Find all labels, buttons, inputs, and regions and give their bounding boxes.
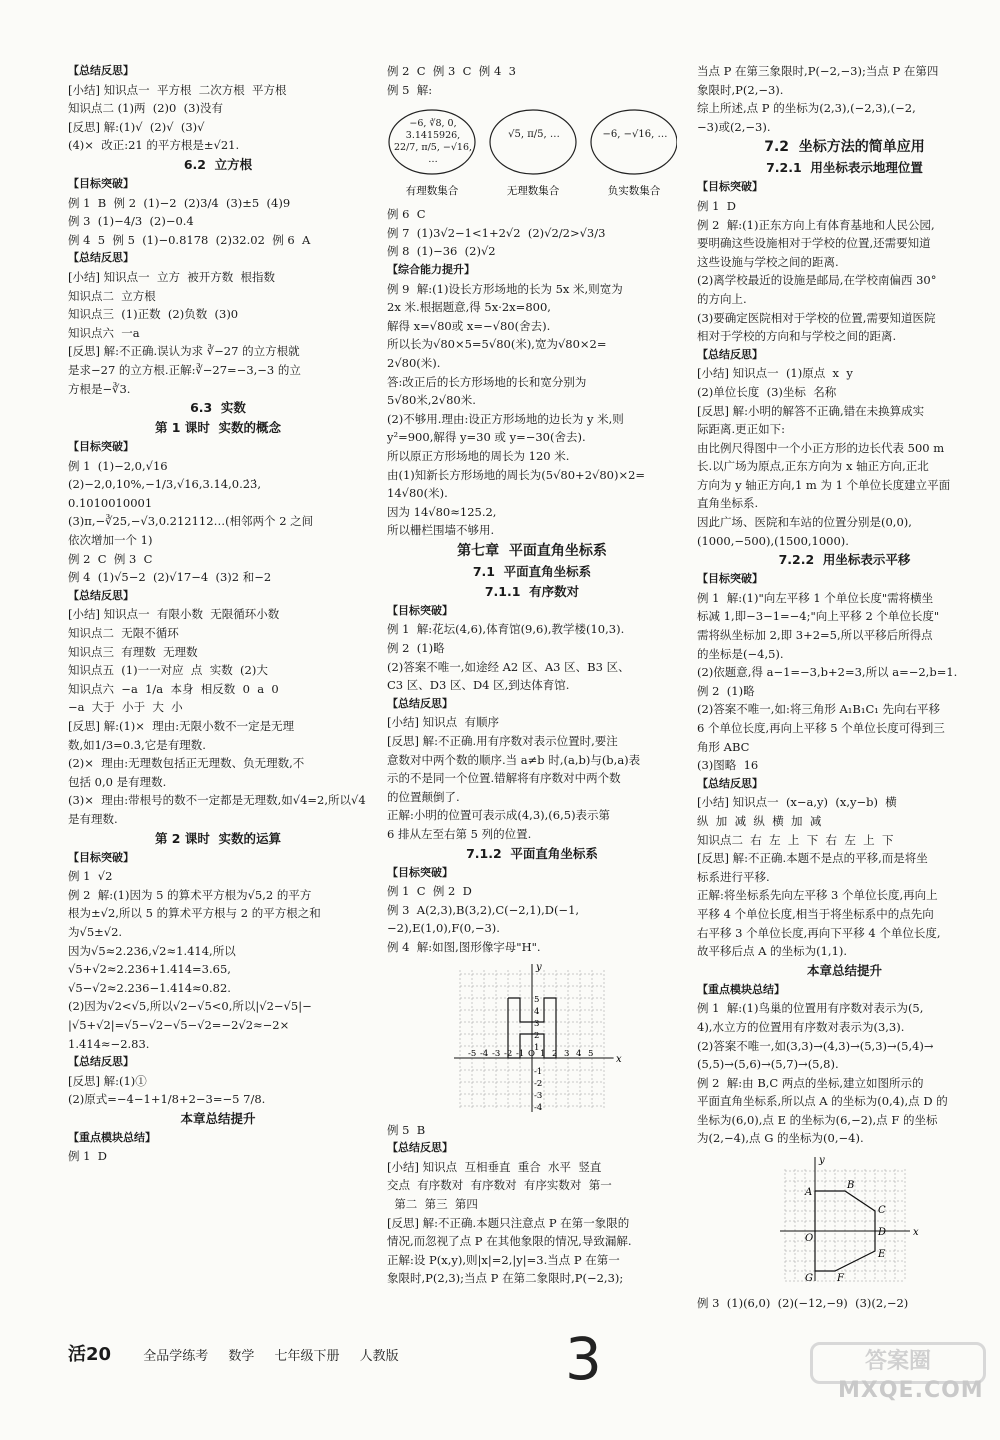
section-heading: 7.2.2 用坐标表示平移 xyxy=(778,552,911,568)
col3-line: 例 1 解:(1)"向左平移 1 个单位长度"需将横坐 xyxy=(697,590,934,605)
point-label-D: D xyxy=(878,1227,887,1239)
col2-top-block xyxy=(387,62,677,99)
point-label-O: O xyxy=(805,1233,814,1245)
col2-line: 意数对中两个数的顺序.当 a≠b 时,(a,b)与(b,a)表 xyxy=(387,752,641,767)
footer-subject: 数学 xyxy=(228,1349,255,1364)
y-tick-label: 4 xyxy=(534,1006,540,1017)
section-tag: 【总结反思】 xyxy=(68,1055,134,1069)
col3-line: (2)单位长度 (3)坐标 名称 xyxy=(697,384,837,399)
column-middle xyxy=(387,62,677,1288)
col2-line: (2)不够用.理由:设正方形场地的边长为 y 米,则 xyxy=(387,411,624,426)
x-tick-label: -5 xyxy=(468,1048,477,1059)
col3-line: 由比例尺得图中一个小正方形的边长代表 500 m xyxy=(697,440,945,455)
col2-line: 例 5 解: xyxy=(387,82,433,97)
col1-line: (2)原式=−4−1+1/8+2−3=−5 7/8. xyxy=(68,1092,266,1107)
col1-line: 例 1 (1)−2,0,√16 xyxy=(68,458,168,473)
coordinate-grid-h-figure xyxy=(387,960,677,1118)
col1-line: 依次增加一个 1) xyxy=(68,533,153,548)
footer-brand: 活20 xyxy=(68,1344,112,1365)
col1-line: 知识点五 (1)一一对应 点 实数 (2)大 xyxy=(68,663,268,678)
col1-line: 知识点二 (1)两 (2)0 (3)没有 xyxy=(68,101,223,116)
watermark-text: MXQE.COM xyxy=(838,1378,984,1403)
col2-line: 所以栅栏围墙不够用. xyxy=(387,523,495,538)
col1-line: 知识点六 −a 1/a 本身 相反数 0 a 0 xyxy=(68,681,279,696)
section-tag: 【总结反思】 xyxy=(68,588,134,602)
negative-set-label: 负实数集合 xyxy=(607,185,661,198)
col1-line: 例 1 √2 xyxy=(68,869,113,884)
col3-line: 右平移 3 个单位长度,再向下平移 4 个单位长度, xyxy=(697,925,941,940)
col1-line: (4)× 改正:21 的平方根是±√21. xyxy=(68,138,240,153)
col3-line: 直角坐标系. xyxy=(697,496,759,511)
col1-line: 为√5±√2. xyxy=(68,924,123,939)
col2-line: [反思] 解:不正确.用有序数对表示位置时,要注 xyxy=(387,734,618,749)
footer-series: 全品学练考 xyxy=(143,1349,209,1364)
col1-line: 包括 0,0 是有理数. xyxy=(68,774,167,789)
col3-line: (3)要确定医院相对于学校的位置,需要知道医院 xyxy=(697,310,936,325)
col2-bottom-block xyxy=(387,1121,677,1288)
col3-line: 平移 4 个单位长度,相当于将坐标系中的点先向 xyxy=(697,906,934,921)
col1-line: [小结] 知识点一 平方根 二次方根 平方根 xyxy=(68,82,287,97)
col3-line: 标减 1,即−3−1=−4;"向上平移 2 个单位长度" xyxy=(697,609,940,624)
col3-line: 平面直角坐标系,所以点 A 的坐标为(0,4),点 D 的 xyxy=(697,1094,948,1109)
col2-line: [反思] 解:不正确.本题只注意点 P 在第一象限的 xyxy=(387,1215,630,1230)
footer-grade: 七年级下册 xyxy=(274,1349,340,1364)
col3-line: 相对于学校的方向和与学校之间的距离. xyxy=(697,329,897,344)
col3-line: 综上所述,点 P 的坐标为(2,3),(−2,3),(−2, xyxy=(697,101,916,116)
col1-line: −a 大于 小于 大 小 xyxy=(68,700,183,715)
col1-line: [反思] 解:(1)× 理由:无限小数不一定是无理 xyxy=(68,719,295,733)
column-right xyxy=(697,62,992,1313)
section-tag: 【目标突破】 xyxy=(387,865,453,879)
col2-line: 示的不是同一个位置.错解将有序数对中两个数 xyxy=(387,771,621,786)
y-tick-label: -4 xyxy=(534,1102,543,1113)
col1-line: [小结] 知识点一 有限小数 无限循环小数 xyxy=(68,607,280,622)
y-axis-label: y xyxy=(536,961,542,973)
col2-line: 2x 米.根据题意,得 5x·2x=800, xyxy=(387,300,551,315)
x-tick-label: -3 xyxy=(492,1048,501,1059)
col2-line: 例 1 C 例 2 D xyxy=(387,884,472,899)
x-tick-label: 2 xyxy=(552,1048,558,1059)
col1-line: (2)× 理由:无理数包括正无理数、负无理数,不 xyxy=(68,756,305,771)
y-tick-label: -1 xyxy=(534,1066,543,1077)
section-tag: 【重点模块总结】 xyxy=(697,982,785,996)
col2-line: 正解:小明的位置可表示成(4,3),(6,5)表示第 xyxy=(387,808,611,823)
col3-line: −3)或(2,−3). xyxy=(697,119,771,134)
handwritten-page-mark: 3 xyxy=(565,1325,602,1393)
page-footer xyxy=(68,1340,415,1366)
col2-line: 正解:设 P(x,y),则|x|=2,|y|=3.当点 P 在第一 xyxy=(387,1252,620,1267)
x-tick-label: -2 xyxy=(504,1048,513,1059)
col3-line: (3)图略 16 xyxy=(697,758,759,773)
irrational-set-content: √5, π/5, … xyxy=(508,129,560,141)
col1-line: (2)因为√2<√5,所以√2−√5<0,所以|√2−√5|− xyxy=(68,999,312,1014)
col3-line: 例 2 解:(1)正东方向上有体育基地和人民公园, xyxy=(697,217,935,232)
col2-line: C3 区、D3 区、D4 区,到达体育馆. xyxy=(387,678,570,693)
col1-line: 数,如1/3=0.3̇,它是有理数. xyxy=(68,737,206,752)
col1-line: √5−√2≈2.236−1.414≈0.82. xyxy=(68,980,231,995)
col3-line: 要明确这些设施相对于学校的位置,还需要知道 xyxy=(697,236,931,251)
point-label-B: B xyxy=(847,1180,855,1192)
col3-line: (1000,−500),(1500,1000). xyxy=(697,533,849,548)
section-heading: 7.1 平面直角坐标系 xyxy=(472,563,592,579)
section-heading: 7.1.1 有序数对 xyxy=(484,583,580,599)
col1-line: 例 1 B 例 2 (1)−2 (2)3/4 (3)±5 (4)9 xyxy=(68,195,291,210)
col2-line: 所以长为√80×5=5√80(米),宽为√80×2= xyxy=(387,337,607,352)
x-tick-label: -1 xyxy=(516,1048,525,1059)
section-heading: 本章总结提升 xyxy=(180,1110,256,1126)
col3-line: 故平移后点 A 的坐标为(1,1). xyxy=(697,944,848,959)
section-tag: 【目标突破】 xyxy=(68,176,134,190)
section-heading: 7.2 坐标方法的简单应用 xyxy=(764,139,925,156)
col3-line: 因此广场、医院和车站的位置分别是(0,0), xyxy=(697,515,912,530)
col3-main-block xyxy=(697,62,992,1148)
col3-line: 例 3 (1)(6,0) (2)(−12,−9) (3)(2,−2) xyxy=(697,1296,909,1311)
x-axis-label: x xyxy=(913,1227,919,1239)
col2-line: [小结] 知识点 互相垂直 重合 水平 竖直 xyxy=(387,1159,602,1174)
col1-line: 方根是−∛3. xyxy=(68,381,131,396)
col2-line: [小结] 知识点 有顺序 xyxy=(387,715,499,730)
col3-line: [反思] 解:小明的解答不正确,错在未换算成实 xyxy=(697,403,925,418)
x-tick-label: 1 xyxy=(540,1048,546,1059)
col3-line: 需将纵坐标加 2,即 3+2=5,所以平移后所得点 xyxy=(697,628,933,643)
col2-main-block xyxy=(387,205,677,956)
section-heading: 6.2 立方根 xyxy=(183,156,253,172)
col3-line: (2)答案不唯一,如:将三角形 A₁B₁C₁ 先向右平移 xyxy=(697,702,941,717)
col2-line: 例 1 解:花坛(4,6),体育馆(9,6),教学楼(10,3). xyxy=(387,622,625,637)
section-tag: 【总结反思】 xyxy=(387,1141,453,1155)
col2-line: 情况,而忽视了点 P 在其他象限的情况,导致漏解. xyxy=(387,1234,632,1249)
col3-line: 4),水立方的位置用有序数对表示为(3,3). xyxy=(697,1019,905,1034)
x-tick-label: 5 xyxy=(588,1048,594,1059)
col2-line: 例 2 C 例 3 C 例 4 3 xyxy=(387,64,516,78)
col3-bottom-block xyxy=(697,1294,992,1313)
col3-line: [小结] 知识点一 (x−a,y) (x,y−b) 横 xyxy=(697,795,897,810)
col3-line: 角形 ABC xyxy=(697,739,750,754)
section-tag: 【目标突破】 xyxy=(68,850,134,864)
col1-line: 例 2 C 例 3 C xyxy=(68,551,153,566)
section-heading: 第 1 课时 实数的概念 xyxy=(154,420,282,436)
col1-line: 例 1 D xyxy=(68,1149,108,1164)
rational-set-content: −6, ∛8, 0, 3.1415926, 22/7, π/5, −√16, … xyxy=(393,118,473,166)
col1-line: (3)× 理由:带根号的数不一定都是无理数,如√4=2,所以√4是有理数. xyxy=(68,793,366,826)
col3-line: 例 2 (1)略 xyxy=(697,683,755,698)
x-tick-label: 3 xyxy=(564,1048,570,1059)
coordinate-polygon-figure xyxy=(697,1151,992,1291)
col2-line: 例 7 (1)3√2−1<1+2√2 (2)√2/2>√3/3 xyxy=(387,225,606,240)
section-tag: 【目标突破】 xyxy=(697,572,763,586)
col3-line: 象限时,P(2,−3). xyxy=(697,82,784,97)
col2-line: 例 3 A(2,3),B(3,2),C(−2,1),D(−1, xyxy=(387,902,580,917)
section-tag: 【重点模块总结】 xyxy=(68,1130,156,1144)
section-heading: 7.1.2 平面直角坐标系 xyxy=(466,845,598,861)
col1-line: 例 4 (1)√5−2 (2)√17−4 (3)2 和−2 xyxy=(68,570,272,585)
col3-line: 正解:将坐标系先向左平移 3 个单位长度,再向上 xyxy=(697,888,938,903)
col1-line: 例 4 5 例 5 (1)−0.8178 (2)32.02 例 6 A xyxy=(68,232,311,247)
rational-set-label: 有理数集合 xyxy=(405,185,459,198)
section-heading: 本章总结提升 xyxy=(806,962,882,978)
point-label-F: F xyxy=(837,1273,844,1285)
col3-line: 方向为 y 轴正方向,1 m 为 1 个单位长度建立平面 xyxy=(697,477,951,492)
col3-line: [反思] 解:不正确.本题不是点的平移,而是将坐 xyxy=(697,851,928,866)
col3-line: 长.以广场为原点,正东方向为 x 轴正方向,正北 xyxy=(697,459,929,474)
col1-line: |√5+√2|=√5−√2−√5−√2=−2√2≈−2× xyxy=(68,1017,290,1032)
x-tick-label: -4 xyxy=(480,1048,489,1059)
col2-line: 第二 第三 第四 xyxy=(387,1196,478,1211)
col2-line: 答:改正后的长方形场地的长和宽分别为 xyxy=(387,374,587,389)
col1-line: 知识点六 一a xyxy=(68,325,140,340)
col2-line: 例 2 (1)略 xyxy=(387,641,445,656)
col2-line: 因为 14√80≈125.2, xyxy=(387,504,497,519)
x-tick-label: O xyxy=(528,1048,535,1059)
col2-line: 例 5 B xyxy=(387,1122,426,1137)
section-heading: 6.3 实数 xyxy=(190,400,246,416)
section-tag: 【总结反思】 xyxy=(697,776,763,790)
col3-line: 这些设施与学校之间的距离. xyxy=(697,254,839,269)
col1-line: 是求−27 的立方根.正解:∛−27=−3,−3 的立 xyxy=(68,362,301,377)
x-axis-label: x xyxy=(616,1053,622,1065)
col3-line: 知识点二 右 左 上 下 右 左 上 下 xyxy=(697,832,894,847)
point-label-C: C xyxy=(878,1205,886,1217)
section-tag: 【综合能力提升】 xyxy=(387,262,475,276)
col3-line: 际距离.更正如下: xyxy=(697,422,786,437)
section-tag: 【总结反思】 xyxy=(68,64,134,77)
col2-line: 所以原正方形场地的周长为 120 米. xyxy=(387,448,570,463)
y-tick-label: 1 xyxy=(534,1042,540,1053)
col2-line: 由(1)知新长方形场地的周长为(5√80+2√80)×2= xyxy=(387,467,646,482)
col2-line: 解得 x=√80或 x=−√80(舍去). xyxy=(387,318,551,333)
y-tick-label: 5 xyxy=(534,994,540,1005)
col1-line: 根为±√2,所以 5 的算术平方根与 2 的平方根之和 xyxy=(68,906,321,921)
col1-line: 因为√5≈2.236,√2≈1.414,所以 xyxy=(68,943,236,958)
col3-line: 例 1 D xyxy=(697,198,737,213)
x-tick-label: 4 xyxy=(576,1048,582,1059)
col2-line: 的位置颠倒了. xyxy=(387,789,460,804)
section-tag: 【目标突破】 xyxy=(68,440,134,454)
section-heading: 第七章 平面直角坐标系 xyxy=(457,542,607,559)
col1-line: (3)π,−∛25,−√3,0.212112…(相邻两个 2 之间 xyxy=(68,514,314,529)
y-tick-label: -3 xyxy=(534,1090,543,1101)
col3-line: (2)依题意,得 a−1=−3,b+2=3,所以 a=−2,b=1. xyxy=(697,665,958,680)
col2-line: 例 4 解:如图,图形像字母"H". xyxy=(387,939,541,954)
col2-line: 2√80(米). xyxy=(387,355,441,370)
col1-line: √5+√2≈2.236+1.414=3.65, xyxy=(68,962,231,977)
col2-line: y²=900,解得 y=30 或 y=−30(舍去). xyxy=(387,430,586,445)
col2-line: 5√80米,2√80米. xyxy=(387,393,476,408)
col1-line: 知识点二 立方根 xyxy=(68,288,156,303)
col3-line: 纵 加 减 纵 横 加 减 xyxy=(697,813,822,828)
col2-line: 14√80(米). xyxy=(387,486,448,501)
footer-edition: 人教版 xyxy=(359,1349,399,1364)
section-tag: 【总结反思】 xyxy=(387,696,453,710)
col1-line: 知识点三 (1)正数 (2)负数 (3)0 xyxy=(68,307,239,322)
negative-set-content: −6, −√16, … xyxy=(602,129,668,141)
section-tag: 【目标突破】 xyxy=(697,180,763,194)
col1-line: [小结] 知识点一 立方 被开方数 根指数 xyxy=(68,269,276,284)
col3-line: (2)答案不唯一,如(3,3)→(4,3)→(5,3)→(5,4)→ xyxy=(697,1038,934,1053)
col2-line: −2),E(1,0),F(0,−3). xyxy=(387,921,500,936)
col3-line: 当点 P 在第三象限时,P(−2,−3);当点 P 在第四 xyxy=(697,64,939,78)
col2-line: 象限时,P(2,3);当点 P 在第二象限时,P(−2,3); xyxy=(387,1271,624,1286)
col3-line: 标系进行平移. xyxy=(697,869,770,884)
col1-line: [反思] 解:(1)① xyxy=(68,1073,147,1088)
point-label-A: A xyxy=(805,1187,813,1199)
col2-line: 例 9 解:(1)设长方形场地的长为 5x 米,则宽为 xyxy=(387,281,623,296)
col2-line: 交点 有序数对 有序数对 有序实数对 第一 xyxy=(387,1178,612,1193)
col3-line: 6 个单位长度,再向上平移 5 个单位长度可得到三 xyxy=(697,721,945,735)
y-tick-label: -2 xyxy=(534,1078,543,1089)
number-sets-figure xyxy=(387,102,677,202)
col3-line: (5,5)→(5,6)→(5,7)→(5,8). xyxy=(697,1057,839,1072)
section-heading: 第 2 课时 实数的运算 xyxy=(154,830,282,846)
point-label-E: E xyxy=(878,1249,886,1261)
col1-line: (2)−2,0,10%,−1/3,√16,3.14,0.2̇3̇, xyxy=(68,477,262,492)
col3-line: 的坐标是(−4,5). xyxy=(697,646,784,661)
col3-line: [小结] 知识点一 (1)原点 x y xyxy=(697,366,853,381)
col1-line: 例 3 (1)−4/3 (2)−0.4 xyxy=(68,214,194,229)
col2-line: 例 8 (1)−36 (2)√2 xyxy=(387,244,496,259)
section-heading: 7.2.1 用坐标表示地理位置 xyxy=(766,160,923,176)
watermark-logo: 答案圈 xyxy=(810,1342,986,1384)
col2-line: 6 排从左至右第 5 列的位置. xyxy=(387,827,532,841)
col3-line: 的方向上. xyxy=(697,291,747,306)
col3-line: (2)离学校最近的设施是邮局,在学校南偏西 30° xyxy=(697,273,937,288)
col1-line: 1.414≈−2.83. xyxy=(68,1036,150,1051)
section-tag: 【总结反思】 xyxy=(68,251,134,265)
col3-line: 坐标为(6,0),点 E 的坐标为(6,−2),点 F 的坐标 xyxy=(697,1112,938,1127)
col1-line: [反思] 解:(1)√ (2)√ (3)√ xyxy=(68,119,205,134)
col3-line: 为(2,−4),点 G 的坐标为(0,−4). xyxy=(697,1131,864,1146)
col1-line: 0.1010010001 xyxy=(68,495,153,510)
irrational-set-label: 无理数集合 xyxy=(506,185,560,198)
y-axis-label: y xyxy=(819,1155,825,1167)
y-tick-label: 2 xyxy=(534,1030,540,1041)
section-tag: 【目标突破】 xyxy=(387,603,453,617)
section-tag: 【总结反思】 xyxy=(697,347,763,361)
point-label-G: G xyxy=(805,1273,813,1285)
col2-line: 例 6 C xyxy=(387,207,426,222)
col1-line: 例 2 解:(1)因为 5 的算术平方根为√5,2 的平方 xyxy=(68,887,312,902)
y-tick-label: 3 xyxy=(534,1018,540,1029)
col3-line: 例 1 解:(1)鸟巢的位置用有序数对表示为(5, xyxy=(697,1001,924,1016)
col1-line: [反思] 解:不正确.误认为求 ∛−27 的立方根就 xyxy=(68,344,300,359)
col1-line: 知识点三 有理数 无理数 xyxy=(68,644,198,659)
col2-line: (2)答案不唯一,如途经 A2 区、A3 区、B3 区、 xyxy=(387,659,630,674)
col1-line: 知识点二 无限不循环 xyxy=(68,626,179,641)
col3-line: 例 2 解:由 B,C 两点的坐标,建立如图所示的 xyxy=(697,1075,924,1090)
column-left xyxy=(68,62,368,1166)
